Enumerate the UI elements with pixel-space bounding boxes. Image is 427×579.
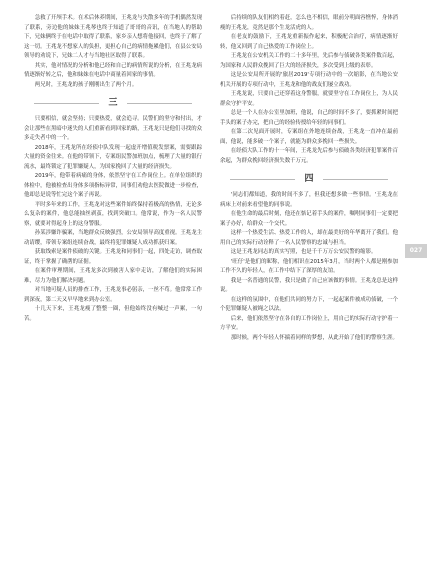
section-divider xyxy=(220,172,398,186)
divider-line xyxy=(230,179,295,180)
paragraph: 王兆龙在公安机关工作的二十多年里，先后参与侦破各类案件数百起，为国家和人民群众挽回了巨大的经济损失，多次受到上级的表彰。 xyxy=(220,53,398,69)
right-column xyxy=(220,14,398,566)
paragraph: 后持续的队友们相约着赶，怎么也不相信，眼前分明面容憔悴，身体消瘦的王兆龙，竟然是那个生龙活虎的人。 xyxy=(220,15,398,31)
divider-line xyxy=(34,103,99,104)
paragraph: 在这样的氛围中，在他们共同的努力下，一起起案件被成功侦破，一个个犯罪嫌疑人被绳之以法。 xyxy=(220,296,398,312)
paragraph: '同志们都知道，我的时间不多了，但我还想多做一些事情。'王兆龙在病床上对前来看望他的同事说。 xyxy=(220,192,398,208)
paragraph: 两兄时，王兆龙的孩子刚刚出生了两个月。 xyxy=(34,81,138,88)
paragraph: 2019年，他带着病痛的身体，依然坚守在工作岗位上。在单位组织的体检中，他被检查出身体多项指标异常，同事们劝他去医院做进一步检查，他却总是说等忙完这个案子再说。 xyxy=(24,173,202,198)
paragraph: 在经侦大队工作的十一年间，王兆龙先后参与侦破各类经济犯罪案件百余起，为群众挽回经济损失数千万元。 xyxy=(220,148,398,164)
paragraph: 十几天下来，王兆龙瘦了整整一圈，但他始终没有喊过一声累，一句苦。 xyxy=(24,306,202,322)
paragraph: 后来，他们依然坚守在各自的工作岗位上，用自己的实际行动守护着一方平安。 xyxy=(220,315,398,331)
paragraph: 2018年，王兆龙所在经侦中队发现一起虚开增值税发票案，需要跟踪大量的资金往来。在他的带领下，专案组民警加班加点，梳理了大量的银行流水，最终锁定了犯罪嫌疑人，为国家挽回了大量的经济损失。 xyxy=(24,144,202,170)
left-text-block-1 xyxy=(24,14,202,90)
paragraph: 平时多年来的工作，王兆龙对这些案件始终保持着极高的热情，无论多么复杂的案件，他总能抽丝剥茧，找到突破口。他常说，作为一名人民警察，就要对得起身上的这身警服。 xyxy=(24,201,202,227)
paragraph: '旺仔'是他们的昵称，他们相识在2015年3月，当时两个人都是刚参加工作不久的年轻人，在工作中结下了深厚的友谊。 xyxy=(220,258,398,274)
section-number: 四 xyxy=(298,172,319,186)
page-number-tab: 027 xyxy=(405,244,427,258)
divider-line xyxy=(323,179,388,180)
section-divider xyxy=(24,96,202,110)
paragraph: 其实，他对情况的分析和他已经和自己的病情所说的分析，在王兆龙病情逐渐好转之后，他和妹妹在电话中商量着回家的事情。 xyxy=(24,62,202,78)
right-text-block-1 xyxy=(220,14,398,166)
paragraph: 在他生命的最后时刻，他还在惦记着手头的案件，嘱咐同事们一定要把案子办好，给群众一个交代。 xyxy=(220,211,398,227)
left-text-block-2 xyxy=(24,115,202,324)
paragraph: 这是公安局所开展的'旅居2019'专项行动中的一次缩影，在当地公安机关开展的专项行动中，王兆龙和他的战友们屡立战功。 xyxy=(220,72,398,88)
paragraph: 孙某涉嫌诈骗案，当地群众反映强烈，公安局领导高度重视。王兆龙主动请缨，带领专案组连续奋战，最终将犯罪嫌疑人成功抓获归案。 xyxy=(24,230,202,246)
paragraph: 急救了开颅手术。在术后休养期间，王兆龙与失散多年的手机偶然发现了联系，旁边他的妹妹王兆琴也终于知道了哥哥的音讯，在当地人的帮助下，兄妹俩终于在电话中取得了联系，家乡亲人想将他接回，也终于了解了这一切。王兆龙不想家人的负担，更担心自己的病情拖累他们，在县公安局领导的劝说下，兄妹二人才与当地社区取得了联系。 xyxy=(24,15,202,59)
paragraph: 王兆龙说，只要自己还穿着这身警服，就要坚守在工作岗位上，为人民群众守护平安。 xyxy=(220,91,398,107)
paragraph: 对当地可疑人员的排查工作，王兆龙事必躬亲，一丝不苟。他常常工作到深夜，第二天又早早地来到办公室。 xyxy=(24,287,202,303)
left-column xyxy=(24,14,202,566)
paragraph: 我是一名普通的民警，我只是做了自己应该做的事情。王兆龙总是这样说。 xyxy=(220,277,398,293)
divider-line xyxy=(127,103,192,104)
paragraph: 那时候，两个年轻人怀揣着同样的梦想，从此开始了他们的警察生涯。 xyxy=(230,334,398,341)
paragraph: 在老友的鼓励下，王兆龙重新振作起来，积极配合治疗，病情逐渐好转，他又回到了自己热爱的工作岗位上。 xyxy=(220,34,398,50)
paragraph: 总是一个人在办公室里加班，他说，自己的时间不多了，要抓紧时间把手头的案子办完，把自己的经验传授给年轻的同事们。 xyxy=(220,110,398,126)
section-number: 三 xyxy=(102,96,123,110)
right-text-block-2 xyxy=(220,191,398,343)
paragraph: 这是王兆龙同志的真实写照，也是千千万万公安民警的缩影。 xyxy=(230,249,377,255)
paragraph: 在案件审理期间，王兆龙多次到被害人家中走访，了解他们的实际困难，尽力为他们解决问题。 xyxy=(24,268,202,284)
paragraph: 获取线索是案件侦破的关键。王兆龙和同事们一起，四处走访，调查取证，终于掌握了确凿的证据。 xyxy=(24,249,202,265)
paragraph: 只要相信，就会坚持；只要热爱，就会追寻。民警们的坚守和付出，才会让那些在黑暗中迷失的人们重新看到回家的路，王兆龙只是他们寻找的众多走失者中的一个。 xyxy=(24,116,202,141)
paragraph: 在第二次见面开展时，专案组在外地连续奋战，王兆龙一直冲在最前面，他说，能多破一个案子，就能为群众多挽回一些损失。 xyxy=(220,129,398,145)
paragraph: 这样一个热爱生活、热爱工作的人，却在最美好的年华离开了我们。他用自己的实际行动诠释了一名人民警察的忠诚与担当。 xyxy=(220,230,398,246)
